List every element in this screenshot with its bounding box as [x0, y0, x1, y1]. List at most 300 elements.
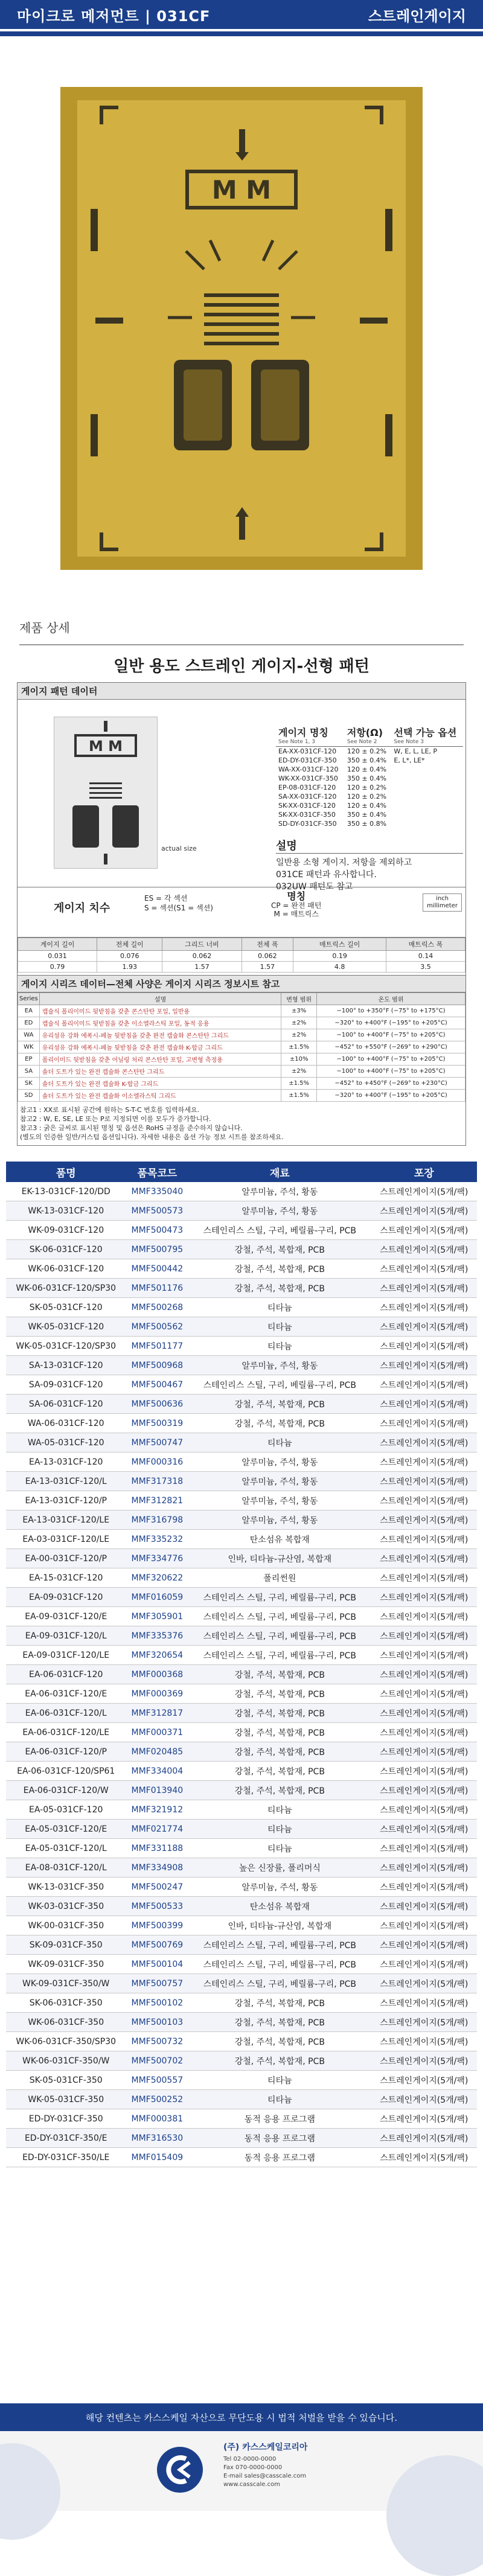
product-material: 강철, 주석, 복합재, PCB	[188, 1279, 371, 1298]
series-strain-range: ±10%	[281, 1053, 317, 1066]
series-strain-range: ±2%	[281, 1029, 317, 1041]
product-material: 강철, 주석, 복합재, PCB	[188, 1240, 371, 1259]
product-row	[6, 1510, 477, 1530]
product-name: EA-13-031CF-120	[6, 1453, 126, 1472]
product-code: MMF334776	[126, 1549, 188, 1568]
dimension-column-header: 게이지 길이	[18, 938, 97, 951]
product-name: WK-06-031CF-120	[6, 1259, 126, 1279]
product-code: MMF501177	[126, 1337, 188, 1356]
product-code: MMF317318	[126, 1472, 188, 1491]
product-material: 티타늄	[188, 1800, 371, 1820]
product-material: 티타늄	[188, 1839, 371, 1858]
series-strain-range: ±2%	[281, 1017, 317, 1029]
product-code: MMF500467	[126, 1375, 188, 1395]
series-description: 솔더 도트가 있는 완전 캡슐화 이소엘라스틱 그리드	[39, 1090, 281, 1102]
product-packaging: 스트레인게이지(5개/팩)	[371, 1472, 477, 1491]
note-line: 참고3 : 굵은 글씨로 표시된 명칭 및 옵션은 RoHS 규정을 준수하지 않습니다.	[20, 1124, 243, 1132]
series-code: SA	[18, 1066, 40, 1078]
spec-resistance: 350 ± 0.4%	[347, 811, 387, 819]
product-name: WK-13-031CF-350	[6, 1878, 126, 1897]
series-table	[18, 992, 465, 1102]
contact-line: Tel 02-0000-0000	[223, 2456, 277, 2463]
product-material: 티타늄	[188, 1337, 371, 1356]
product-code: MMF000316	[126, 1453, 188, 1472]
product-code: MMF000371	[126, 1723, 188, 1742]
product-material: 티타늄	[188, 2071, 371, 2090]
product-packaging: 스트레인게이지(5개/팩)	[371, 2148, 477, 2167]
product-row	[6, 1433, 477, 1453]
dimension-cell: 0.062	[162, 951, 242, 962]
pattern-data-header: 게이지 패턴 데이터	[18, 683, 465, 700]
product-row	[6, 1993, 477, 2013]
product-code: MMF000368	[126, 1665, 188, 1684]
product-row	[6, 1337, 477, 1356]
product-material: 동적 응용 프로그램	[188, 2129, 371, 2148]
spec-options	[391, 810, 463, 819]
spec-resistance: 350 ± 0.4%	[347, 756, 387, 764]
product-material: 폴리썬원	[188, 1568, 371, 1588]
product-code: MMF320622	[126, 1568, 188, 1588]
series-temp-range: −100° to +400°F (−75° to +205°C)	[317, 1066, 465, 1078]
product-packaging: 스트레인게이지(5개/팩)	[371, 1742, 477, 1762]
product-row	[6, 1201, 477, 1221]
product-name: EA-09-031CF-120	[6, 1588, 126, 1607]
spec-name: ED-DY-031CF-350	[278, 756, 337, 764]
product-row	[6, 1472, 477, 1491]
product-row	[6, 1646, 477, 1665]
contact-line: E-mail sales@casscale.com	[223, 2473, 307, 2479]
series-description: 유리섬유 강화 에폭시-페놀 뒷받침을 갖춘 완전 캡슐화 K-합금 그리드	[39, 1041, 281, 1053]
product-packaging: 스트레인게이지(5개/팩)	[371, 1626, 477, 1646]
spec-header-options: 선택 가능 옵션 See Note 3	[391, 724, 463, 747]
product-material: 강철, 주석, 복합재, PCB	[188, 1414, 371, 1433]
spec-table	[276, 724, 463, 828]
spec-resistance: 120 ± 0.2%	[347, 747, 387, 755]
product-code: MMF316530	[126, 2129, 188, 2148]
product-code: MMF500533	[126, 1897, 188, 1916]
series-code: EA	[18, 1005, 40, 1017]
product-name: EA-09-031CF-120/L	[6, 1626, 126, 1646]
product-name: EA-06-031CF-120/W	[6, 1781, 126, 1800]
contact-line: Fax 070-0000-0000	[223, 2464, 283, 2471]
product-row	[6, 1916, 477, 1935]
product-packaging: 스트레인게이지(5개/팩)	[371, 1878, 477, 1897]
product-packaging: 스트레인게이지(5개/팩)	[371, 1356, 477, 1375]
product-code: MMF500795	[126, 1240, 188, 1259]
datasheet	[17, 654, 466, 1146]
product-packaging: 스트레인게이지(5개/팩)	[371, 2013, 477, 2032]
product-row	[6, 1723, 477, 1742]
product-row	[6, 1935, 477, 1955]
product-code: MMF500769	[126, 1935, 188, 1955]
product-packaging: 스트레인게이지(5개/팩)	[371, 1723, 477, 1742]
gauge-drawing-graphic	[54, 717, 157, 868]
dimension-cell: 0.076	[97, 951, 162, 962]
spec-name: SK-XX-031CF-120	[278, 802, 336, 810]
product-code: MMF316798	[126, 1510, 188, 1530]
product-material: 강철, 주석, 복합재, PCB	[188, 1781, 371, 1800]
product-packaging: 스트레인게이지(5개/팩)	[371, 2032, 477, 2051]
product-name: WK-06-031CF-350/SP30	[6, 2032, 126, 2051]
product-table	[6, 1162, 477, 2167]
note-line: 참고1 : XX로 표시된 공간에 원하는 S-T-C 번호를 입력하세요.	[20, 1106, 200, 1114]
dimension-title: 게이지 치수	[54, 902, 110, 915]
spec-resistance: 350 ± 0.4%	[347, 775, 387, 782]
product-row	[6, 2090, 477, 2109]
series-strain-range: ±2%	[281, 1066, 317, 1078]
dimension-cell: 0.031	[18, 951, 97, 962]
product-code: MMF501176	[126, 1279, 188, 1298]
product-photo	[60, 87, 423, 570]
product-material: 알루미늄, 주석, 황동	[188, 1182, 371, 1201]
product-code: MMF500573	[126, 1201, 188, 1221]
series-temp-range: −452° to +550°F (−269° to +290°C)	[317, 1041, 465, 1053]
product-packaging: 스트레인게이지(5개/팩)	[371, 1395, 477, 1414]
product-code: MMF500473	[126, 1221, 188, 1240]
series-row	[18, 1053, 465, 1066]
product-name: SA-13-031CF-120	[6, 1356, 126, 1375]
product-material: 스테인리스 스틸, 구리, 베릴륨-구리, PCB	[188, 1935, 371, 1955]
dimension-column-header: 매트릭스 길이	[293, 938, 386, 951]
series-temp-range: −320° to +400°F (−195° to +205°C)	[317, 1017, 465, 1029]
product-code: MMF500757	[126, 1974, 188, 1993]
product-packaging: 스트레인게이지(5개/팩)	[371, 1684, 477, 1704]
product-title: 마이크로 메저먼트 | 031CF	[17, 7, 211, 25]
dimension-row	[18, 962, 465, 973]
series-temp-range: −100° to +400°F (−75° to +205°C)	[317, 1053, 465, 1066]
spec-row	[276, 747, 463, 756]
actual-size-label: actual size	[161, 845, 197, 852]
product-name: WK-06-031CF-350	[6, 2013, 126, 2032]
series-temp-range: −320° to +400°F (−195° to +205°C)	[317, 1090, 465, 1102]
product-packaging: 스트레인게이지(5개/팩)	[371, 1665, 477, 1684]
spec-resistance: 120 ± 0.2%	[347, 793, 387, 801]
product-name: WA-05-031CF-120	[6, 1433, 126, 1453]
product-packaging: 스트레인게이지(5개/팩)	[371, 1433, 477, 1453]
product-name: EA-13-031CF-120/P	[6, 1491, 126, 1510]
product-name: ED-DY-031CF-350	[6, 2109, 126, 2129]
product-material: 티타늄	[188, 1433, 371, 1453]
product-packaging: 스트레인게이지(5개/팩)	[371, 1491, 477, 1510]
spec-row	[276, 792, 463, 801]
product-material: 티타늄	[188, 2090, 371, 2109]
product-packaging: 스트레인게이지(5개/팩)	[371, 1820, 477, 1839]
spec-options: W, E, L, LE, P	[394, 747, 438, 755]
product-name: SK-09-031CF-350	[6, 1935, 126, 1955]
product-row	[6, 2109, 477, 2129]
product-row	[6, 1491, 477, 1510]
product-row	[6, 1240, 477, 1259]
spec-options	[391, 774, 463, 783]
product-name: EA-06-031CF-120/LE	[6, 1723, 126, 1742]
product-row	[6, 1317, 477, 1337]
product-name: WK-09-031CF-350/W	[6, 1974, 126, 1993]
product-material: 스테인리스 스틸, 구리, 베릴륨-구리, PCB	[188, 1375, 371, 1395]
series-row	[18, 1078, 465, 1090]
product-row	[6, 1897, 477, 1916]
spec-row	[276, 756, 463, 765]
dimension-cell: 1.57	[242, 962, 293, 973]
description-block	[276, 837, 463, 892]
product-row	[6, 1279, 477, 1298]
product-packaging: 스트레인게이지(5개/팩)	[371, 1240, 477, 1259]
product-material: 탄소섬유 복합재	[188, 1530, 371, 1549]
product-name: EA-09-031CF-120/LE	[6, 1646, 126, 1665]
product-name: WK-05-031CF-120/SP30	[6, 1337, 126, 1356]
series-description: 캡슐식 폴리이미드 뒷받침을 갖춘 이소엘라스틱 포일, 동적 응용	[39, 1017, 281, 1029]
product-packaging: 스트레인게이지(5개/팩)	[371, 1762, 477, 1781]
product-material: 강철, 주석, 복합재, PCB	[188, 1395, 371, 1414]
series-row	[18, 1041, 465, 1053]
product-row	[6, 1974, 477, 1993]
spec-resistance: 120 ± 0.4%	[347, 802, 387, 810]
product-code: MMF305901	[126, 1607, 188, 1626]
product-packaging: 스트레인게이지(5개/팩)	[371, 2090, 477, 2109]
product-material: 강철, 주석, 복합재, PCB	[188, 2032, 371, 2051]
pattern-data-panel	[18, 700, 465, 892]
product-material: 알루미늄, 주석, 황동	[188, 1201, 371, 1221]
series-row	[18, 1090, 465, 1102]
copyright-bar: 해당 컨텐츠는 카스스케일 자산으로 무단도용 시 법적 처벌을 받을 수 있습니다.	[0, 2403, 483, 2431]
product-packaging: 스트레인게이지(5개/팩)	[371, 1974, 477, 1993]
series-strain-range: ±1.5%	[281, 1090, 317, 1102]
product-code: MMF335232	[126, 1530, 188, 1549]
product-material: 강철, 주석, 복합재, PCB	[188, 1742, 371, 1762]
description-title: 설명	[276, 837, 463, 854]
product-packaging: 스트레인게이지(5개/팩)	[371, 1279, 477, 1298]
product-packaging: 스트레인게이지(5개/팩)	[371, 1839, 477, 1858]
product-name: EA-05-031CF-120/E	[6, 1820, 126, 1839]
product-row	[6, 1955, 477, 1974]
product-row	[6, 1742, 477, 1762]
product-packaging: 스트레인게이지(5개/팩)	[371, 1646, 477, 1665]
product-packaging: 스트레인게이지(5개/팩)	[371, 1510, 477, 1530]
gauge-drawing	[54, 717, 158, 869]
decorative-circle	[386, 2455, 483, 2576]
product-row	[6, 1626, 477, 1646]
series-temp-range: −452° to +450°F (−269° to +230°C)	[317, 1078, 465, 1090]
spec-name: WK-XX-031CF-350	[278, 775, 338, 782]
product-packaging: 스트레인게이지(5개/팩)	[371, 1955, 477, 1974]
product-row	[6, 2013, 477, 2032]
dimension-column-header: 전체 폭	[242, 938, 293, 951]
product-name: SK-06-031CF-120	[6, 1240, 126, 1259]
product-row	[6, 1684, 477, 1704]
product-row	[6, 2032, 477, 2051]
dimension-cell: 0.19	[293, 951, 386, 962]
product-material: 스테인리스 스틸, 구리, 베릴륨-구리, PCB	[188, 1955, 371, 1974]
product-packaging: 스트레인게이지(5개/팩)	[371, 2109, 477, 2129]
product-packaging: 스트레인게이지(5개/팩)	[371, 2129, 477, 2148]
section-title: 제품 상세	[19, 621, 70, 635]
series-column-header: 변형 범위	[281, 993, 317, 1005]
product-name: EA-06-031CF-120/L	[6, 1704, 126, 1723]
series-description: 솔더 도트가 있는 완전 캡슐화 콘스탄탄 그리드	[39, 1066, 281, 1078]
dimension-legend	[18, 887, 465, 938]
product-material: 스테인리스 스틸, 구리, 베릴륨-구리, PCB	[188, 1607, 371, 1626]
product-name: SK-06-031CF-350	[6, 1993, 126, 2013]
product-code: MMF500732	[126, 2032, 188, 2051]
spec-row	[276, 801, 463, 810]
dimension-legend-sections: ES = 각 섹션 S = 섹션(S1 = 섹션)	[144, 894, 213, 912]
product-row	[6, 1298, 477, 1317]
product-packaging: 스트레인게이지(5개/팩)	[371, 1201, 477, 1221]
product-column-header: 재료	[188, 1162, 371, 1182]
series-row	[18, 1066, 465, 1078]
product-packaging: 스트레인게이지(5개/팩)	[371, 1588, 477, 1607]
product-packaging: 스트레인게이지(5개/팩)	[371, 2051, 477, 2071]
spec-name: SK-XX-031CF-350	[278, 811, 336, 819]
product-packaging: 스트레인게이지(5개/팩)	[371, 1568, 477, 1588]
product-packaging: 스트레인게이지(5개/팩)	[371, 1993, 477, 2013]
product-material: 인바, 티타늄-규산염, 복합재	[188, 1549, 371, 1568]
dimension-table	[18, 938, 465, 973]
product-code: MMF500399	[126, 1916, 188, 1935]
spec-resistance: 120 ± 0.4%	[347, 765, 387, 773]
product-code: MMF320654	[126, 1646, 188, 1665]
product-material: 강철, 주석, 복합재, PCB	[188, 1762, 371, 1781]
note-line: (별도의 인증한 일반/커스텀 옵션입니다). 자세한 내용은 옵션 가능 정보 시트를 참조하세요.	[20, 1133, 284, 1141]
product-name: ED-DY-031CF-350/LE	[6, 2148, 126, 2167]
series-temp-range: −100° to +400°F (−75° to +205°C)	[317, 1029, 465, 1041]
product-name: EA-05-031CF-120	[6, 1800, 126, 1820]
product-material: 강철, 주석, 복합재, PCB	[188, 1723, 371, 1742]
product-row	[6, 1820, 477, 1839]
unit-legend: inch millimeter	[423, 893, 462, 912]
spec-name: WA-XX-031CF-120	[278, 765, 339, 773]
product-code: MMF000381	[126, 2109, 188, 2129]
product-material: 스테인리스 스틸, 구리, 베릴륨-구리, PCB	[188, 1588, 371, 1607]
product-material: 높은 신장률, 폴리머식	[188, 1858, 371, 1878]
product-material: 강철, 주석, 복합재, PCB	[188, 1259, 371, 1279]
product-material: 알루미늄, 주석, 황동	[188, 1453, 371, 1472]
product-packaging: 스트레인게이지(5개/팩)	[371, 1375, 477, 1395]
product-packaging: 스트레인게이지(5개/팩)	[371, 1317, 477, 1337]
logo-text: M M	[211, 175, 272, 205]
product-row	[6, 2071, 477, 2090]
description-line: 032UW 패턴도 참고	[276, 882, 353, 892]
product-row	[6, 1704, 477, 1723]
footer	[0, 2431, 483, 2511]
series-strain-range: ±1.5%	[281, 1078, 317, 1090]
series-row	[18, 1017, 465, 1029]
spec-row	[276, 774, 463, 783]
dimension-legend-names: 명칭 CP = 완전 패턴 M = 매트릭스	[271, 890, 322, 918]
product-row	[6, 1375, 477, 1395]
company-name: (주) 카스스케일코리아	[223, 2443, 308, 2452]
product-name: EA-09-031CF-120/E	[6, 1607, 126, 1626]
product-packaging: 스트레인게이지(5개/팩)	[371, 1935, 477, 1955]
dimension-cell: 1.57	[162, 962, 242, 973]
product-row	[6, 1221, 477, 1240]
product-name: WK-00-031CF-350	[6, 1916, 126, 1935]
product-material: 알루미늄, 주석, 황동	[188, 1878, 371, 1897]
product-name: WK-09-031CF-120	[6, 1221, 126, 1240]
product-name: EA-13-031CF-120/LE	[6, 1510, 126, 1530]
gauge-pattern-graphic	[77, 100, 406, 557]
series-strain-range: ±1.5%	[281, 1041, 317, 1053]
product-name: EA-03-031CF-120/LE	[6, 1530, 126, 1549]
series-column-header: 온도 범위	[317, 993, 465, 1005]
dimension-cell: 3.5	[386, 962, 465, 973]
spec-options	[391, 819, 463, 828]
product-code: MMF000369	[126, 1684, 188, 1704]
dimension-cell: 4.8	[293, 962, 386, 973]
product-name: SK-05-031CF-350	[6, 2071, 126, 2090]
product-code: MMF312817	[126, 1704, 188, 1723]
product-code: MMF312821	[126, 1491, 188, 1510]
series-row	[18, 1005, 465, 1017]
spec-row	[276, 819, 463, 828]
product-row	[6, 2129, 477, 2148]
product-name: ED-DY-031CF-350/E	[6, 2129, 126, 2148]
datasheet-notes	[18, 1102, 465, 1145]
product-code: MMF015409	[126, 2148, 188, 2167]
product-material: 강철, 주석, 복합재, PCB	[188, 1704, 371, 1723]
spec-resistance: 120 ± 0.2%	[347, 784, 387, 791]
product-material: 강철, 주석, 복합재, PCB	[188, 1665, 371, 1684]
product-name: WK-05-031CF-350	[6, 2090, 126, 2109]
product-name: EA-05-031CF-120/L	[6, 1839, 126, 1858]
product-name: EA-06-031CF-120	[6, 1665, 126, 1684]
product-code: MMF335040	[126, 1182, 188, 1201]
dimension-column-header: 전체 길이	[97, 938, 162, 951]
product-name: SK-05-031CF-120	[6, 1298, 126, 1317]
product-packaging: 스트레인게이지(5개/팩)	[371, 2071, 477, 2090]
product-code: MMF500104	[126, 1955, 188, 1974]
contact-line: www.casscale.com	[223, 2481, 280, 2488]
product-row	[6, 1182, 477, 1201]
decorative-circle	[0, 2443, 60, 2540]
product-packaging: 스트레인게이지(5개/팩)	[371, 1549, 477, 1568]
product-name: EA-13-031CF-120/L	[6, 1472, 126, 1491]
company-logo-icon	[156, 2446, 204, 2494]
product-name: WK-13-031CF-120	[6, 1201, 126, 1221]
product-row	[6, 1839, 477, 1858]
product-code: MMF500268	[126, 1298, 188, 1317]
product-material: 알루미늄, 주석, 황동	[188, 1356, 371, 1375]
product-name: EA-06-031CF-120/SP61	[6, 1762, 126, 1781]
spec-resistance: 350 ± 0.8%	[347, 820, 387, 828]
product-row	[6, 1800, 477, 1820]
product-packaging: 스트레인게이지(5개/팩)	[371, 1259, 477, 1279]
dimension-cell: 1.93	[97, 962, 162, 973]
product-row	[6, 1356, 477, 1375]
product-row	[6, 1549, 477, 1568]
datasheet-title: 일반 용도 스트레인 게이지-선형 패턴	[114, 657, 369, 676]
product-row	[6, 1453, 477, 1472]
product-packaging: 스트레인게이지(5개/팩)	[371, 1858, 477, 1878]
product-name: SA-06-031CF-120	[6, 1395, 126, 1414]
product-row	[6, 2148, 477, 2167]
product-row	[6, 1259, 477, 1279]
spec-name: EP-08-031CF-120	[278, 784, 336, 791]
product-material: 강철, 주석, 복합재, PCB	[188, 2051, 371, 2071]
product-packaging: 스트레인게이지(5개/팩)	[371, 1530, 477, 1549]
spec-options	[391, 783, 463, 792]
spec-name: EA-XX-031CF-120	[278, 747, 337, 755]
series-code: WA	[18, 1029, 40, 1041]
gauge-logo-text: M M	[88, 738, 123, 755]
series-column-header: 설명	[39, 993, 281, 1005]
product-code: MMF500562	[126, 1317, 188, 1337]
dimension-cell: 0.062	[242, 951, 293, 962]
product-code: MMF321912	[126, 1800, 188, 1820]
spec-header-name: 게이지 명칭 See Note 1, 3	[276, 724, 345, 747]
spec-row	[276, 783, 463, 792]
product-row	[6, 1588, 477, 1607]
product-code: MMF016059	[126, 1588, 188, 1607]
